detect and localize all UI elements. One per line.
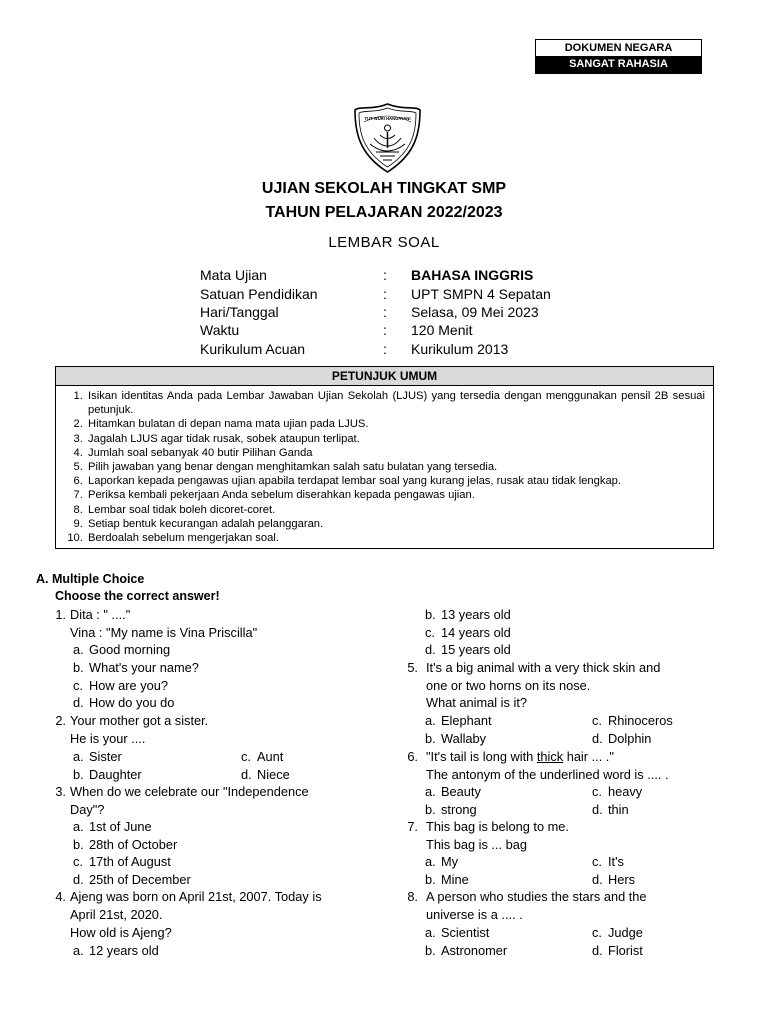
- option-a[interactable]: [73, 641, 170, 659]
- question-text: He is your ....: [70, 731, 146, 746]
- option-b[interactable]: [73, 836, 177, 854]
- option-key: b.: [425, 872, 436, 887]
- option-key: a.: [425, 784, 436, 799]
- option-c[interactable]: [592, 783, 642, 801]
- option-text: 15 years old: [441, 642, 511, 657]
- info-value: BAHASA INGGRIS: [411, 267, 534, 283]
- option-text: Sister: [89, 749, 122, 764]
- option-key: a.: [73, 749, 84, 764]
- question-text: This bag is ... bag: [426, 837, 528, 852]
- option-text: What's your name?: [89, 660, 199, 675]
- option-key: c.: [592, 925, 602, 940]
- option-key: c.: [73, 678, 83, 693]
- underlined-word: thick: [536, 749, 564, 764]
- option-b[interactable]: [425, 801, 477, 819]
- question-text: When do we celebrate our "Independence: [70, 784, 309, 799]
- question-text-post: hair ... .": [563, 749, 614, 764]
- instruction-item: 1. Isikan identitas Anda pada Lembar Jawaban Ujian Sekolah (LJUS) yang tersedia dengan menggunakan pensil 2B sesuai petunjuk.: [86, 389, 705, 417]
- instruction-item: 8. Lembar soal tidak boleh dicoret-coret.: [86, 503, 705, 517]
- option-b[interactable]: [73, 659, 199, 677]
- option-text: Good morning: [89, 642, 171, 657]
- option-key: d.: [592, 802, 603, 817]
- info-label: Hari/Tanggal: [200, 304, 279, 320]
- info-label: Mata Ujian: [200, 267, 267, 283]
- option-key: c.: [425, 625, 435, 640]
- info-colon: :: [383, 286, 387, 302]
- option-text: thin: [608, 802, 629, 817]
- question-text: How old is Ajeng?: [70, 925, 172, 940]
- option-key: c.: [592, 713, 602, 728]
- sheet-subtitle: LEMBAR SOAL: [328, 234, 440, 251]
- option-key: d.: [425, 642, 436, 657]
- instruction-item: 7. Periksa kembali pekerjaan Anda sebelum diserahkan kepada pengawas ujian.: [86, 488, 705, 502]
- option-text: Scientist: [441, 925, 490, 940]
- question-number: 1.: [55, 607, 66, 622]
- option-key: a.: [425, 925, 436, 940]
- option-text: Florist: [608, 943, 643, 958]
- option-a[interactable]: [425, 783, 481, 801]
- option-a[interactable]: [425, 924, 489, 942]
- info-value: Kurikulum 2013: [411, 341, 509, 357]
- option-key: d.: [241, 767, 252, 782]
- classification-line1: DOKUMEN NEGARA: [536, 40, 701, 56]
- option-d[interactable]: [592, 801, 629, 819]
- question-number: 7.: [407, 819, 418, 834]
- instruction-item: 2. Hitamkan bulatan di depan nama mata ujian pada LJUS.: [86, 417, 705, 431]
- option-key: b.: [73, 767, 84, 782]
- option-key: a.: [425, 713, 436, 728]
- option-key: b.: [425, 607, 436, 622]
- question-number: 6.: [407, 749, 418, 764]
- question-text: one or two horns on its nose.: [426, 678, 591, 693]
- option-b[interactable]: [425, 730, 486, 748]
- option-text: 25th of December: [89, 872, 191, 887]
- instruction-item: 10. Berdoalah sebelum mengerjakan soal.: [86, 531, 705, 545]
- option-key: b.: [425, 731, 436, 746]
- question-text: A person who studies the stars and the: [426, 889, 647, 904]
- option-a[interactable]: [425, 712, 492, 730]
- general-instructions-title: PETUNJUK UMUM: [56, 367, 713, 386]
- question-text: Dita : " ....": [70, 607, 131, 622]
- question-number: 2.: [55, 713, 66, 728]
- option-d[interactable]: [73, 871, 191, 889]
- logo-text: TUT WURI HANDAYANI: [364, 116, 411, 121]
- option-text: My: [441, 854, 459, 869]
- option-text: 14 years old: [441, 625, 511, 640]
- option-text: 1st of June: [89, 819, 152, 834]
- option-c[interactable]: [73, 853, 171, 871]
- option-text: How are you?: [89, 678, 168, 693]
- question-text: Your mother got a sister.: [70, 713, 209, 728]
- option-text: 13 years old: [441, 607, 511, 622]
- info-value: Selasa, 09 Mei 2023: [411, 304, 539, 320]
- option-text: Aunt: [257, 749, 284, 764]
- option-text: Rhinoceros: [608, 713, 673, 728]
- info-value: UPT SMPN 4 Sepatan: [411, 286, 551, 302]
- question-text: Day"?: [70, 802, 105, 817]
- option-key: d.: [592, 731, 603, 746]
- option-d[interactable]: [73, 694, 174, 712]
- option-a[interactable]: [73, 942, 159, 960]
- option-key: b.: [425, 943, 436, 958]
- option-text: Dolphin: [608, 731, 652, 746]
- option-text: 12 years old: [89, 943, 159, 958]
- option-key: a.: [73, 642, 84, 657]
- general-instructions-box: [55, 366, 714, 549]
- option-key: a.: [73, 819, 84, 834]
- option-text: How do you do: [89, 695, 175, 710]
- question-text: [426, 748, 614, 766]
- option-d[interactable]: [425, 641, 511, 659]
- option-text: Wallaby: [441, 731, 487, 746]
- question-number: 4.: [55, 889, 66, 904]
- option-text: Niece: [257, 767, 290, 782]
- info-value: 120 Menit: [411, 322, 473, 338]
- option-text: Judge: [608, 925, 643, 940]
- classification-box: [535, 39, 702, 74]
- question-number: 8.: [407, 889, 418, 904]
- question-text: April 21st, 2020.: [70, 907, 163, 922]
- option-text: Elephant: [441, 713, 492, 728]
- option-c[interactable]: [592, 712, 673, 730]
- instruction-item: 5. Pilih jawaban yang benar dengan menghitamkan salah satu bulatan yang tersedia.: [86, 460, 705, 474]
- option-key: c.: [592, 784, 602, 799]
- option-text: Daughter: [89, 767, 142, 782]
- option-text: Astronomer: [441, 943, 508, 958]
- option-c[interactable]: [425, 624, 511, 642]
- option-key: b.: [73, 660, 84, 675]
- info-label: Satuan Pendidikan: [200, 286, 318, 302]
- option-a[interactable]: [425, 853, 458, 871]
- instruction-item: 9. Setiap bentuk kecurangan adalah pelanggaran.: [86, 517, 705, 531]
- option-d[interactable]: [592, 871, 635, 889]
- academic-year: TAHUN PELAJARAN 2022/2023: [265, 204, 503, 221]
- question-text: universe is a .... .: [426, 907, 523, 922]
- info-colon: :: [383, 267, 387, 283]
- tut-wuri-handayani-emblem-icon: [350, 102, 425, 174]
- instruction-item: 6. Laporkan kepada pengawas ujian apabila terdapat lembar soal yang kurang jelas, rusak atau tidak lengkap.: [86, 474, 705, 488]
- instruction-item: 3. Jagalah LJUS agar tidak rusak, sobek ataupun terlipat.: [86, 432, 705, 446]
- option-key: b.: [73, 837, 84, 852]
- option-b[interactable]: [425, 871, 469, 889]
- info-colon: :: [383, 341, 387, 357]
- section-instruction: Choose the correct answer!: [55, 589, 220, 603]
- option-b[interactable]: [425, 606, 511, 624]
- classification-line2: SANGAT RAHASIA: [536, 56, 701, 73]
- question-text-pre: "It's tail is long with: [426, 749, 537, 764]
- question-text: The antonym of the underlined word is .... .: [426, 767, 669, 782]
- info-colon: :: [383, 304, 387, 320]
- option-text: Mine: [441, 872, 469, 887]
- option-key: a.: [425, 854, 436, 869]
- info-label: Waktu: [200, 322, 240, 338]
- option-c[interactable]: [592, 924, 643, 942]
- option-key: a.: [73, 943, 84, 958]
- option-key: c.: [241, 749, 251, 764]
- option-text: heavy: [608, 784, 643, 799]
- option-c[interactable]: [73, 677, 168, 695]
- exam-title: UJIAN SEKOLAH TINGKAT SMP: [261, 180, 507, 197]
- option-b[interactable]: [73, 766, 142, 784]
- option-key: c.: [73, 854, 83, 869]
- option-key: b.: [425, 802, 436, 817]
- option-b[interactable]: [425, 942, 507, 960]
- option-text: Hers: [608, 872, 636, 887]
- option-key: d.: [592, 943, 603, 958]
- instruction-item: 4. Jumlah soal sebanyak 40 butir Pilihan Ganda: [86, 446, 705, 460]
- option-d[interactable]: [592, 730, 651, 748]
- option-key: d.: [73, 695, 84, 710]
- info-label: Kurikulum Acuan: [200, 341, 306, 357]
- option-a[interactable]: [73, 818, 152, 836]
- option-text: It's: [608, 854, 624, 869]
- question-text: What animal is it?: [426, 695, 527, 710]
- question-text: This bag is belong to me.: [426, 819, 569, 834]
- option-key: c.: [592, 854, 602, 869]
- question-text: It's a big animal with a very thick skin and: [426, 660, 661, 675]
- option-d[interactable]: [592, 942, 643, 960]
- question-number: 3.: [55, 784, 66, 799]
- option-text: strong: [441, 802, 477, 817]
- section-title: A. Multiple Choice: [36, 572, 145, 586]
- question-text: Vina : "My name is Vina Priscilla": [70, 625, 258, 640]
- option-key: d.: [73, 872, 84, 887]
- question-text: Ajeng was born on April 21st, 2007. Today is: [70, 889, 322, 904]
- option-key: d.: [592, 872, 603, 887]
- option-d[interactable]: [241, 766, 290, 784]
- option-c[interactable]: [592, 853, 624, 871]
- info-colon: :: [383, 322, 387, 338]
- instruction-list: [56, 386, 713, 545]
- option-text: 28th of October: [89, 837, 178, 852]
- option-c[interactable]: [241, 748, 283, 766]
- option-text: 17th of August: [89, 854, 171, 869]
- option-text: Beauty: [441, 784, 481, 799]
- question-number: 5.: [407, 660, 418, 675]
- option-a[interactable]: [73, 748, 122, 766]
